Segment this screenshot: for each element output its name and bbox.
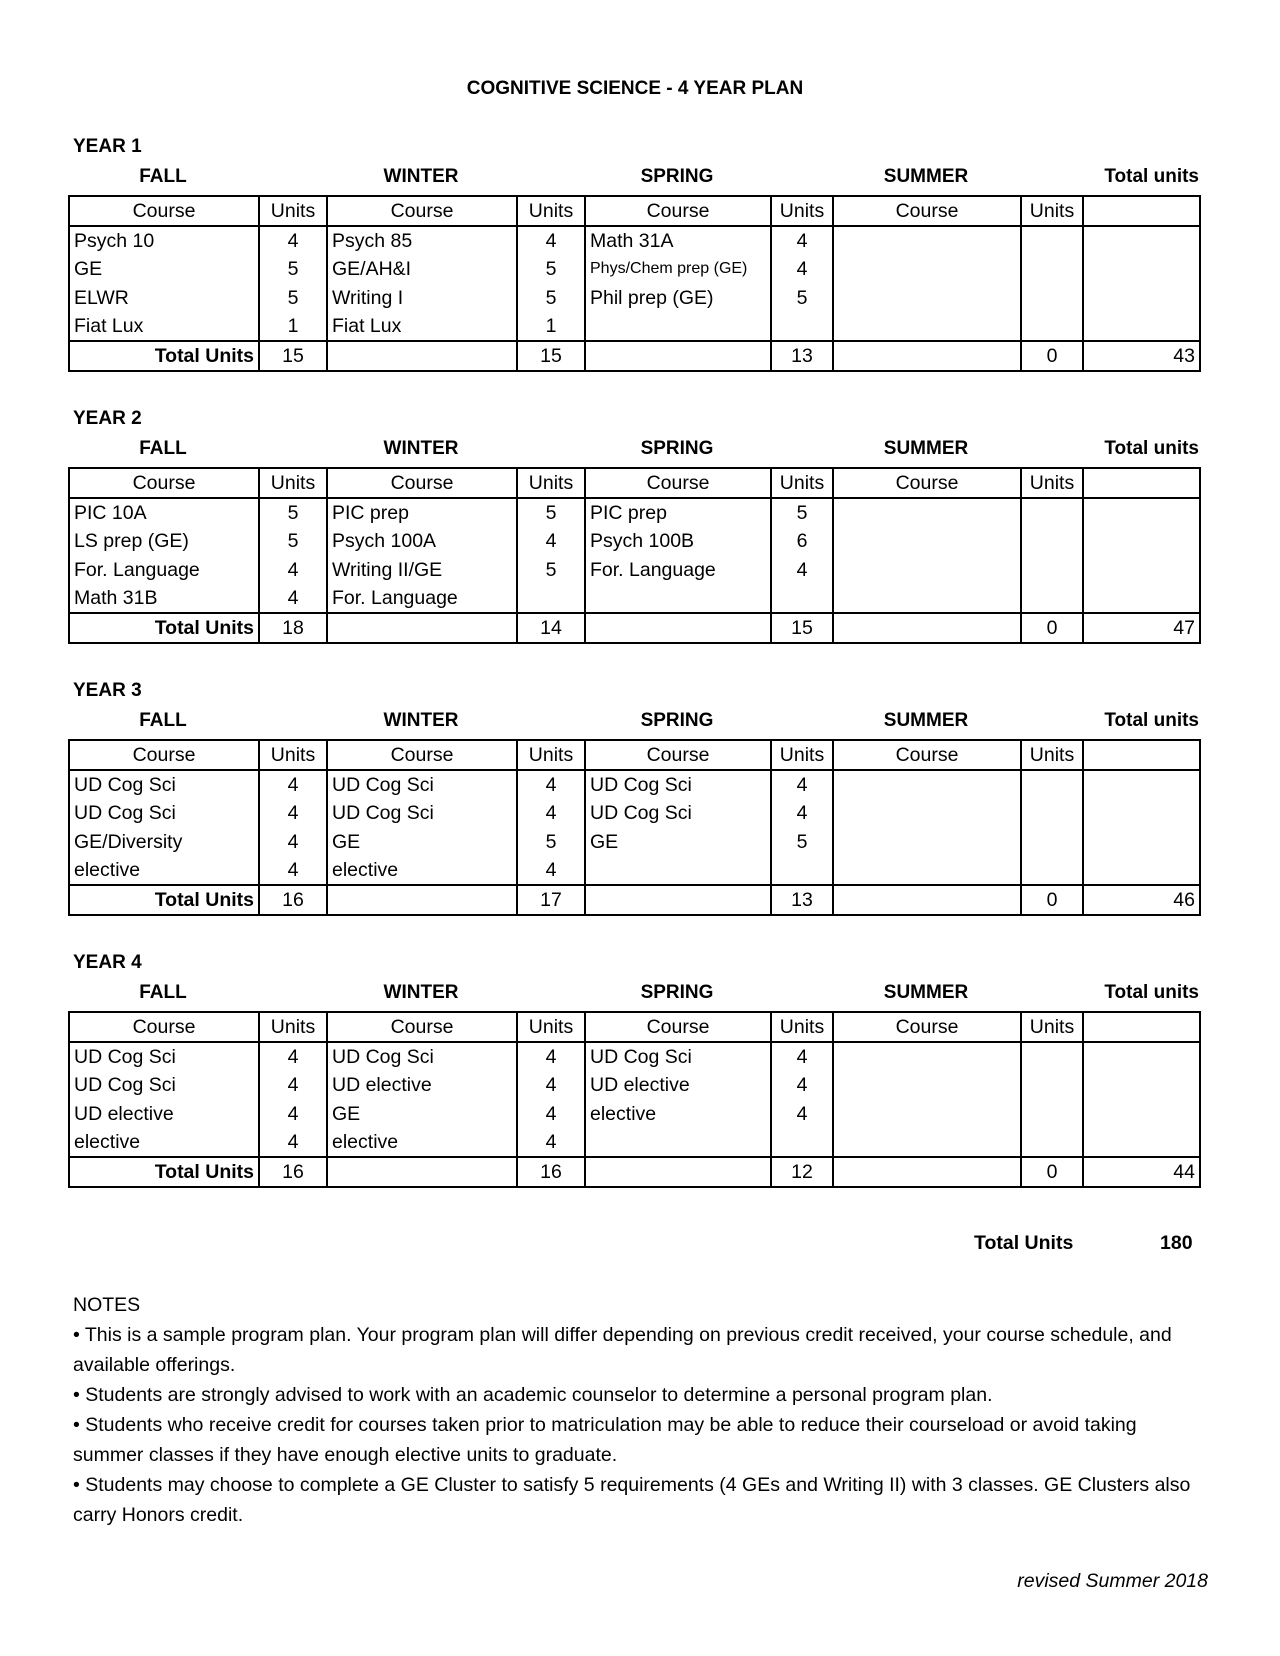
fall-course-cell: GE/Diversity bbox=[69, 828, 259, 857]
units-header: Units bbox=[259, 196, 327, 226]
total-header-cell bbox=[1083, 196, 1200, 226]
fall-units-cell: 4 bbox=[259, 799, 327, 828]
units-header: Units bbox=[259, 1012, 327, 1042]
year-block bbox=[68, 136, 1203, 386]
column-header-row bbox=[69, 468, 1200, 498]
course-header: Course bbox=[69, 468, 259, 498]
season-label-winter: WINTER bbox=[383, 438, 459, 459]
units-header: Units bbox=[771, 196, 833, 226]
total-cell bbox=[1083, 498, 1200, 527]
spring-units-cell: 4 bbox=[771, 255, 833, 284]
course-header: Course bbox=[69, 196, 259, 226]
summer-total-blank bbox=[833, 1157, 1021, 1187]
winter-units-cell: 4 bbox=[517, 527, 585, 556]
winter-units-cell: 5 bbox=[517, 284, 585, 313]
fall-units-cell: 4 bbox=[259, 226, 327, 255]
summer-course-cell bbox=[833, 584, 1021, 613]
season-label-total: Total units bbox=[1104, 710, 1199, 731]
course-header: Course bbox=[327, 1012, 517, 1042]
summer-course-cell bbox=[833, 1042, 1021, 1071]
winter-course-cell: UD Cog Sci bbox=[327, 770, 517, 799]
season-label-summer: SUMMER bbox=[883, 438, 969, 459]
course-header: Course bbox=[833, 468, 1021, 498]
spring-units-cell bbox=[771, 584, 833, 613]
winter-units-cell: 5 bbox=[517, 556, 585, 585]
table-row bbox=[69, 1128, 1200, 1157]
fall-units-cell: 4 bbox=[259, 1071, 327, 1100]
summer-units-cell bbox=[1021, 584, 1083, 613]
fall-units-cell: 4 bbox=[259, 1042, 327, 1071]
fall-course-cell: UD Cog Sci bbox=[69, 1071, 259, 1100]
season-label-fall: FALL bbox=[139, 710, 187, 731]
winter-course-cell: Fiat Lux bbox=[327, 312, 517, 341]
units-header: Units bbox=[259, 468, 327, 498]
course-header: Course bbox=[833, 740, 1021, 770]
winter-units-cell: 1 bbox=[517, 312, 585, 341]
spring-total: 15 bbox=[771, 613, 833, 643]
spring-units-cell bbox=[771, 856, 833, 885]
season-label-spring: SPRING bbox=[640, 710, 714, 731]
fall-units-cell: 4 bbox=[259, 584, 327, 613]
spring-units-cell: 4 bbox=[771, 226, 833, 255]
summer-course-cell bbox=[833, 856, 1021, 885]
total-cell bbox=[1083, 856, 1200, 885]
spring-course-cell: elective bbox=[585, 1100, 771, 1129]
units-header: Units bbox=[771, 468, 833, 498]
fall-total: 16 bbox=[259, 885, 327, 915]
units-header: Units bbox=[517, 740, 585, 770]
season-label-winter: WINTER bbox=[383, 710, 459, 731]
fall-total: 15 bbox=[259, 341, 327, 371]
summer-units-cell bbox=[1021, 556, 1083, 585]
year-block bbox=[68, 408, 1203, 658]
course-header: Course bbox=[327, 468, 517, 498]
winter-course-cell: elective bbox=[327, 856, 517, 885]
summer-course-cell bbox=[833, 312, 1021, 341]
note-item: • Students who receive credit for courses taken prior to matriculation may be able to reduce their courseload or avoid taking summer classes if they have enough elective units to graduate. bbox=[73, 1414, 1137, 1466]
fall-course-cell: Math 31B bbox=[69, 584, 259, 613]
summer-units-cell bbox=[1021, 527, 1083, 556]
spring-units-cell bbox=[771, 312, 833, 341]
season-header-row bbox=[68, 166, 1203, 192]
season-label-summer: SUMMER bbox=[883, 710, 969, 731]
summer-course-cell bbox=[833, 498, 1021, 527]
spring-course-cell: For. Language bbox=[585, 556, 771, 585]
summer-units-cell bbox=[1021, 1071, 1083, 1100]
total-units-label: Total Units bbox=[69, 341, 259, 371]
units-header: Units bbox=[1021, 740, 1083, 770]
summer-course-cell bbox=[833, 799, 1021, 828]
total-units-row bbox=[69, 613, 1200, 643]
table-row bbox=[69, 799, 1200, 828]
winter-total-blank bbox=[327, 341, 517, 371]
summer-units-cell bbox=[1021, 255, 1083, 284]
fall-course-cell: elective bbox=[69, 1128, 259, 1157]
summer-course-cell bbox=[833, 1100, 1021, 1129]
fall-units-cell: 5 bbox=[259, 527, 327, 556]
spring-course-cell: Psych 100B bbox=[585, 527, 771, 556]
year-label: YEAR 1 bbox=[73, 136, 142, 157]
winter-course-cell: Psych 85 bbox=[327, 226, 517, 255]
fall-course-cell: PIC 10A bbox=[69, 498, 259, 527]
summer-units-cell bbox=[1021, 226, 1083, 255]
season-label-spring: SPRING bbox=[640, 166, 714, 187]
course-header: Course bbox=[585, 468, 771, 498]
summer-course-cell bbox=[833, 255, 1021, 284]
notes-section bbox=[73, 1290, 1203, 1530]
fall-units-cell: 4 bbox=[259, 770, 327, 799]
column-header-row bbox=[69, 740, 1200, 770]
spring-course-cell: Phys/Chem prep (GE) bbox=[585, 255, 771, 284]
table-row bbox=[69, 226, 1200, 255]
fall-units-cell: 4 bbox=[259, 1100, 327, 1129]
winter-course-cell: UD Cog Sci bbox=[327, 1042, 517, 1071]
summer-total: 0 bbox=[1021, 613, 1083, 643]
winter-course-cell: GE bbox=[327, 1100, 517, 1129]
fall-course-cell: Fiat Lux bbox=[69, 312, 259, 341]
winter-total: 14 bbox=[517, 613, 585, 643]
units-header: Units bbox=[259, 740, 327, 770]
table-row bbox=[69, 1042, 1200, 1071]
summer-units-cell bbox=[1021, 1100, 1083, 1129]
winter-course-cell: elective bbox=[327, 1128, 517, 1157]
column-header-row bbox=[69, 196, 1200, 226]
season-header-row bbox=[68, 710, 1203, 736]
fall-course-cell: GE bbox=[69, 255, 259, 284]
winter-total-blank bbox=[327, 613, 517, 643]
total-units-row bbox=[69, 341, 1200, 371]
spring-units-cell: 4 bbox=[771, 770, 833, 799]
spring-course-cell bbox=[585, 1128, 771, 1157]
course-header: Course bbox=[69, 1012, 259, 1042]
fall-course-cell: LS prep (GE) bbox=[69, 527, 259, 556]
spring-units-cell: 4 bbox=[771, 1100, 833, 1129]
winter-units-cell: 4 bbox=[517, 856, 585, 885]
season-label-fall: FALL bbox=[139, 438, 187, 459]
spring-total: 13 bbox=[771, 885, 833, 915]
spring-course-cell: Phil prep (GE) bbox=[585, 284, 771, 313]
spring-course-cell: PIC prep bbox=[585, 498, 771, 527]
spring-total-blank bbox=[585, 613, 771, 643]
course-header: Course bbox=[585, 196, 771, 226]
summer-units-cell bbox=[1021, 312, 1083, 341]
total-cell bbox=[1083, 312, 1200, 341]
year-total: 44 bbox=[1083, 1157, 1200, 1187]
units-header: Units bbox=[1021, 1012, 1083, 1042]
year-total: 47 bbox=[1083, 613, 1200, 643]
summer-units-cell bbox=[1021, 498, 1083, 527]
fall-units-cell: 5 bbox=[259, 255, 327, 284]
winter-course-cell: Writing I bbox=[327, 284, 517, 313]
year-label: YEAR 3 bbox=[73, 680, 142, 701]
season-label-fall: FALL bbox=[139, 166, 187, 187]
total-units-label: Total Units bbox=[69, 885, 259, 915]
summer-units-cell bbox=[1021, 856, 1083, 885]
fall-course-cell: UD elective bbox=[69, 1100, 259, 1129]
summer-units-cell bbox=[1021, 1128, 1083, 1157]
table-row bbox=[69, 584, 1200, 613]
total-units-label: Total Units bbox=[69, 613, 259, 643]
season-label-total: Total units bbox=[1104, 166, 1199, 187]
units-header: Units bbox=[1021, 468, 1083, 498]
winter-units-cell: 4 bbox=[517, 1100, 585, 1129]
year-block bbox=[68, 952, 1203, 1202]
summer-course-cell bbox=[833, 556, 1021, 585]
fall-units-cell: 4 bbox=[259, 828, 327, 857]
total-cell bbox=[1083, 799, 1200, 828]
spring-course-cell: GE bbox=[585, 828, 771, 857]
fall-units-cell: 4 bbox=[259, 556, 327, 585]
notes-heading: NOTES bbox=[73, 1294, 141, 1316]
table-row bbox=[69, 498, 1200, 527]
total-cell bbox=[1083, 527, 1200, 556]
course-header: Course bbox=[69, 740, 259, 770]
note-item: • This is a sample program plan. Your program plan will differ depending on previous credit received, your course schedule, and available offerings. bbox=[73, 1324, 1172, 1376]
fall-total: 16 bbox=[259, 1157, 327, 1187]
year-total: 46 bbox=[1083, 885, 1200, 915]
winter-course-cell: For. Language bbox=[327, 584, 517, 613]
plan-table bbox=[68, 1011, 1201, 1188]
summer-course-cell bbox=[833, 1071, 1021, 1100]
grand-total-value: 180 bbox=[1160, 1232, 1193, 1254]
total-cell bbox=[1083, 284, 1200, 313]
plan-table bbox=[68, 467, 1201, 644]
winter-course-cell: GE bbox=[327, 828, 517, 857]
winter-units-cell: 4 bbox=[517, 1042, 585, 1071]
year-total: 43 bbox=[1083, 341, 1200, 371]
winter-course-cell: UD Cog Sci bbox=[327, 799, 517, 828]
revision-note: revised Summer 2018 bbox=[1017, 1570, 1208, 1592]
winter-units-cell: 5 bbox=[517, 828, 585, 857]
fall-course-cell: elective bbox=[69, 856, 259, 885]
spring-units-cell: 6 bbox=[771, 527, 833, 556]
table-row bbox=[69, 556, 1200, 585]
table-row bbox=[69, 770, 1200, 799]
total-cell bbox=[1083, 1042, 1200, 1071]
spring-total-blank bbox=[585, 341, 771, 371]
winter-course-cell: PIC prep bbox=[327, 498, 517, 527]
fall-units-cell: 5 bbox=[259, 284, 327, 313]
winter-course-cell: UD elective bbox=[327, 1071, 517, 1100]
table-row bbox=[69, 828, 1200, 857]
summer-course-cell bbox=[833, 770, 1021, 799]
summer-total: 0 bbox=[1021, 341, 1083, 371]
winter-units-cell: 4 bbox=[517, 799, 585, 828]
summer-course-cell bbox=[833, 828, 1021, 857]
total-cell bbox=[1083, 1128, 1200, 1157]
year-block bbox=[68, 680, 1203, 930]
winter-units-cell: 4 bbox=[517, 1128, 585, 1157]
spring-units-cell: 5 bbox=[771, 284, 833, 313]
units-header: Units bbox=[517, 468, 585, 498]
plan-table bbox=[68, 195, 1201, 372]
table-row bbox=[69, 856, 1200, 885]
summer-units-cell bbox=[1021, 284, 1083, 313]
fall-course-cell: Psych 10 bbox=[69, 226, 259, 255]
season-label-summer: SUMMER bbox=[883, 982, 969, 1003]
units-header: Units bbox=[771, 1012, 833, 1042]
summer-course-cell bbox=[833, 527, 1021, 556]
season-header-row bbox=[68, 982, 1203, 1008]
note-item: • Students are strongly advised to work with an academic counselor to determine a personal program plan. bbox=[73, 1384, 993, 1406]
total-header-cell bbox=[1083, 740, 1200, 770]
table-row bbox=[69, 255, 1200, 284]
total-cell bbox=[1083, 1100, 1200, 1129]
units-header: Units bbox=[1021, 196, 1083, 226]
spring-units-cell: 4 bbox=[771, 556, 833, 585]
season-label-spring: SPRING bbox=[640, 982, 714, 1003]
spring-units-cell: 5 bbox=[771, 498, 833, 527]
winter-total-blank bbox=[327, 1157, 517, 1187]
fall-total: 18 bbox=[259, 613, 327, 643]
spring-total: 13 bbox=[771, 341, 833, 371]
spring-units-cell: 5 bbox=[771, 828, 833, 857]
spring-course-cell bbox=[585, 584, 771, 613]
winter-total: 15 bbox=[517, 341, 585, 371]
winter-units-cell: 5 bbox=[517, 255, 585, 284]
summer-units-cell bbox=[1021, 1042, 1083, 1071]
season-label-spring: SPRING bbox=[640, 438, 714, 459]
summer-course-cell bbox=[833, 1128, 1021, 1157]
fall-units-cell: 1 bbox=[259, 312, 327, 341]
winter-course-cell: GE/AH&I bbox=[327, 255, 517, 284]
spring-units-cell: 4 bbox=[771, 1071, 833, 1100]
spring-course-cell: UD Cog Sci bbox=[585, 770, 771, 799]
total-cell bbox=[1083, 226, 1200, 255]
winter-units-cell bbox=[517, 584, 585, 613]
summer-units-cell bbox=[1021, 828, 1083, 857]
total-cell bbox=[1083, 828, 1200, 857]
course-header: Course bbox=[833, 196, 1021, 226]
season-label-fall: FALL bbox=[139, 982, 187, 1003]
spring-course-cell: UD elective bbox=[585, 1071, 771, 1100]
summer-total: 0 bbox=[1021, 1157, 1083, 1187]
summer-course-cell bbox=[833, 284, 1021, 313]
spring-course-cell: UD Cog Sci bbox=[585, 799, 771, 828]
fall-course-cell: UD Cog Sci bbox=[69, 770, 259, 799]
spring-total: 12 bbox=[771, 1157, 833, 1187]
winter-course-cell: Psych 100A bbox=[327, 527, 517, 556]
fall-course-cell: UD Cog Sci bbox=[69, 1042, 259, 1071]
summer-total: 0 bbox=[1021, 885, 1083, 915]
total-cell bbox=[1083, 1071, 1200, 1100]
course-header: Course bbox=[585, 740, 771, 770]
season-label-total: Total units bbox=[1104, 982, 1199, 1003]
units-header: Units bbox=[517, 196, 585, 226]
total-header-cell bbox=[1083, 1012, 1200, 1042]
spring-units-cell: 4 bbox=[771, 1042, 833, 1071]
fall-units-cell: 4 bbox=[259, 856, 327, 885]
fall-units-cell: 5 bbox=[259, 498, 327, 527]
table-row bbox=[69, 284, 1200, 313]
fall-course-cell: ELWR bbox=[69, 284, 259, 313]
season-label-summer: SUMMER bbox=[883, 166, 969, 187]
grand-total-label: Total Units bbox=[974, 1232, 1074, 1254]
units-header: Units bbox=[517, 1012, 585, 1042]
note-item: • Students may choose to complete a GE Cluster to satisfy 5 requirements (4 GEs and Writing II) with 3 classes. GE Clusters also carry Honors credit. bbox=[73, 1474, 1191, 1526]
fall-units-cell: 4 bbox=[259, 1128, 327, 1157]
table-row bbox=[69, 1100, 1200, 1129]
winter-course-cell: Writing II/GE bbox=[327, 556, 517, 585]
total-units-row bbox=[69, 1157, 1200, 1187]
winter-total-blank bbox=[327, 885, 517, 915]
winter-units-cell: 5 bbox=[517, 498, 585, 527]
season-label-winter: WINTER bbox=[383, 166, 459, 187]
year-label: YEAR 2 bbox=[73, 408, 142, 429]
spring-course-cell bbox=[585, 312, 771, 341]
table-row bbox=[69, 312, 1200, 341]
winter-units-cell: 4 bbox=[517, 226, 585, 255]
page-title: COGNITIVE SCIENCE - 4 YEAR PLAN bbox=[466, 78, 804, 99]
spring-total-blank bbox=[585, 1157, 771, 1187]
summer-total-blank bbox=[833, 885, 1021, 915]
spring-course-cell: UD Cog Sci bbox=[585, 1042, 771, 1071]
summer-units-cell bbox=[1021, 799, 1083, 828]
course-header: Course bbox=[327, 196, 517, 226]
season-label-total: Total units bbox=[1104, 438, 1199, 459]
column-header-row bbox=[69, 1012, 1200, 1042]
spring-units-cell bbox=[771, 1128, 833, 1157]
total-cell bbox=[1083, 770, 1200, 799]
total-cell bbox=[1083, 584, 1200, 613]
winter-units-cell: 4 bbox=[517, 1071, 585, 1100]
course-header: Course bbox=[585, 1012, 771, 1042]
summer-units-cell bbox=[1021, 770, 1083, 799]
course-header: Course bbox=[833, 1012, 1021, 1042]
fall-course-cell: UD Cog Sci bbox=[69, 799, 259, 828]
summer-total-blank bbox=[833, 613, 1021, 643]
winter-units-cell: 4 bbox=[517, 770, 585, 799]
spring-total-blank bbox=[585, 885, 771, 915]
season-label-winter: WINTER bbox=[383, 982, 459, 1003]
plan-table bbox=[68, 739, 1201, 916]
winter-total: 16 bbox=[517, 1157, 585, 1187]
total-header-cell bbox=[1083, 468, 1200, 498]
fall-course-cell: For. Language bbox=[69, 556, 259, 585]
summer-total-blank bbox=[833, 341, 1021, 371]
summer-course-cell bbox=[833, 226, 1021, 255]
year-label: YEAR 4 bbox=[73, 952, 142, 973]
winter-total: 17 bbox=[517, 885, 585, 915]
total-cell bbox=[1083, 556, 1200, 585]
spring-course-cell: Math 31A bbox=[585, 226, 771, 255]
spring-course-cell bbox=[585, 856, 771, 885]
units-header: Units bbox=[771, 740, 833, 770]
course-header: Course bbox=[327, 740, 517, 770]
total-cell bbox=[1083, 255, 1200, 284]
table-row bbox=[69, 527, 1200, 556]
table-row bbox=[69, 1071, 1200, 1100]
spring-units-cell: 4 bbox=[771, 799, 833, 828]
total-units-row bbox=[69, 885, 1200, 915]
season-header-row bbox=[68, 438, 1203, 464]
total-units-label: Total Units bbox=[69, 1157, 259, 1187]
